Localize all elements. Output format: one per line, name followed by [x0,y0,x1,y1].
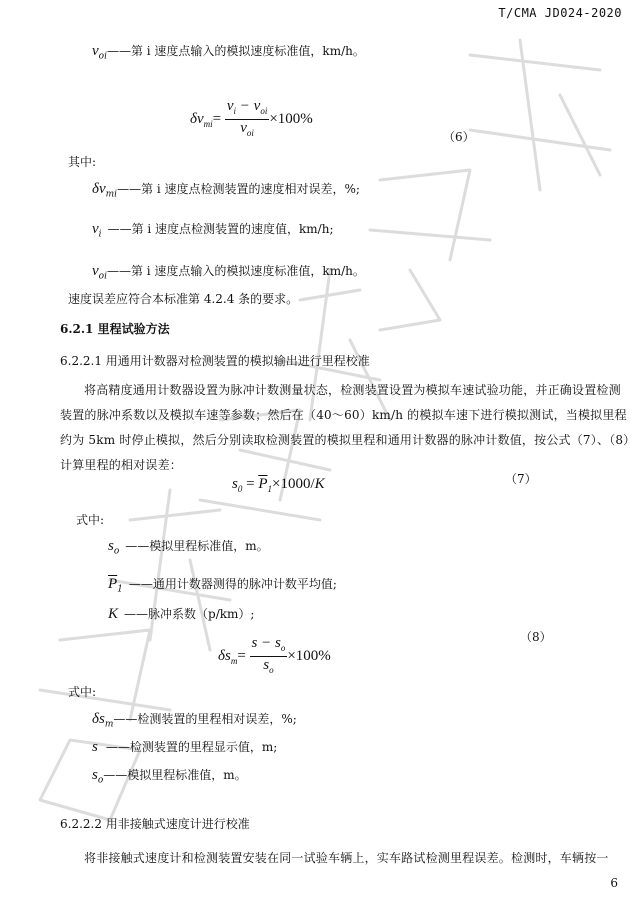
subscript: o [269,665,274,675]
denominator: v [240,120,247,136]
formula-tail: ×100% [269,110,313,127]
symbol-p1: $\overline{P}$ [108,576,118,592]
p-bar: $\overline{P}$ [258,476,268,492]
subscript: o [97,775,104,786]
formula-6 [190,98,313,141]
subscript: o [113,546,120,557]
def-k [108,605,254,623]
subscript: m [104,719,114,730]
definition-text: ——第 i 速度点检测装置的速度值，km/h; [107,222,334,236]
symbol-k: K [108,606,119,622]
def-v-i [92,220,334,239]
formula-8-number: （8） [520,630,552,644]
def-s-o [108,537,269,556]
formula-6-number: （6） [443,130,475,144]
section-6-2-2-2: 6.2.2.2 用非接触式速度计进行校准 [60,817,250,831]
subscript: 0 [237,484,243,494]
subscript: oi [98,271,107,282]
definition-text: ——第 i 速度点输入的模拟速度标准值，km/h。 [106,264,365,278]
def-s [92,738,277,756]
definition-text: ——模拟里程标准值，m。 [125,539,269,553]
symbol-v-oi: v [92,43,99,59]
definition-text: ——通用计数器测得的脉冲计数平均值; [128,577,337,591]
subscript: oi [246,128,254,138]
symbol-s: s [92,739,98,755]
subscript: 1 [117,584,123,595]
formula-8 [218,635,331,678]
numerator: v [226,98,234,114]
symbol-v-i: v [92,221,99,237]
subscript: oi [98,51,107,62]
definition-text: ——第 i 速度点输入的模拟速度标准值，km/h。 [106,44,365,58]
formula-tail: ×1000/ [271,476,315,492]
page-number: 6 [610,876,618,890]
subscript: i [98,229,102,240]
def-delta-s [92,710,297,729]
numerator: s − s [251,635,281,651]
where-label-1: 其中: [68,155,97,169]
symbol-delta-v: δv [92,181,106,197]
def-v-oi-2 [92,262,365,281]
def-s-o-2 [92,766,247,785]
fraction [250,635,288,678]
section-6-2-1: 6.2.1 里程试验方法 [60,322,170,336]
equals: = [242,476,259,492]
definition-text: ——检测装置的里程相对误差，%; [113,712,297,726]
subscript: m [230,655,238,666]
def-v-oi-1 [92,42,365,61]
formula-lhs: δs [218,647,231,664]
equals: = [212,110,222,127]
equals: = [237,647,246,664]
speed-requirement: 速度误差应符合本标准第 4.2.4 条的要求。 [68,292,299,306]
definition-text: ——模拟里程标准值，m。 [103,768,247,782]
definition-text: ——脉冲系数（p/km）; [124,607,255,621]
symbol-v-oi: v [92,263,99,279]
subscript: oi [260,106,268,116]
k-symbol: K [314,476,325,492]
denominator: s [263,657,270,673]
symbol-s-o: s [92,767,98,783]
numerator-minus: − v [236,98,261,114]
section-6-2-2-1: 6.2.2.1 用通用计数器对检测装置的模拟输出进行里程校准 [60,354,370,368]
def-p1 [108,575,337,594]
where-label-2: 式中: [76,513,105,527]
subscript: o [280,643,286,653]
formula-7 [232,476,325,494]
definition-text: ——检测装置的里程显示值，m; [105,740,278,754]
def-delta-v [92,180,360,199]
where-label-3: 式中: [68,685,97,699]
formula-lhs: δv [190,110,204,127]
symbol-s-o: s [108,538,114,554]
subscript: 1 [267,484,272,494]
formula-lhs: s [232,476,238,492]
definition-text: ——第 i 速度点检测装置的速度相对误差，%; [117,182,360,196]
symbol-delta-s: δs [92,711,105,727]
paragraph-1: 将高精度通用计数器设置为脉冲计数测量状态，检测装置设置为模拟车速试验功能，并正确设置检测装置的脉冲系数以及模拟车速等参数；然后在（40～60）km/h 的模拟车速下进行模拟测试，当模拟里程约为 5km 时停止模拟，然后分别读取检测装置的模拟里程和通用计数器的脉冲计数值，按公式（7）、（8）计算里程的相对误差： [60,383,630,472]
formula-tail: ×100% [287,647,331,664]
doc-code: T/CMA JD024-2020 [498,6,622,20]
paragraph-2: 将非接触式速度计和检测装置安装在同一试验车辆上，实车路试检测里程误差。检测时，车辆按一 [84,851,609,865]
subscript: mi [105,189,118,200]
subscript: i [233,106,237,116]
formula-7-number: （7） [505,472,537,486]
subscript: mi [203,118,213,129]
fraction [225,98,269,141]
